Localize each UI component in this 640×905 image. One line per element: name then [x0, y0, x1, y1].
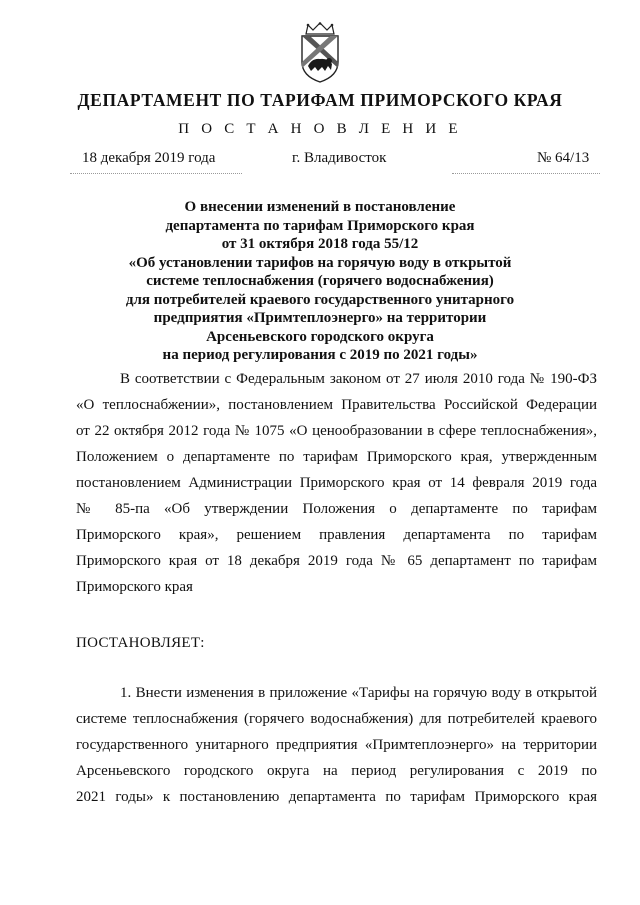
title-line: «Об установлении тарифов на горячую воду в открытой — [128, 254, 512, 271]
document-date: 18 декабря 2019 года — [82, 150, 216, 166]
document-title — [60, 198, 580, 365]
paragraph-line: постановлением Администрации Приморского края от 14 февраля 2019 года — [76, 475, 597, 491]
item-1-paragraph — [76, 680, 597, 810]
title-line: на период регулирования с 2019 по 2021 годы» — [162, 347, 478, 363]
paragraph-line: Приморского края», решением правления департамента по тарифам — [76, 527, 597, 543]
document-city: г. Владивосток — [292, 150, 387, 166]
title-line: системе теплоснабжения (горячего водоснабжения) — [146, 273, 494, 289]
paragraph-line: № 85-па «Об утверждении Положения о департаменте по тарифам — [76, 501, 597, 517]
department-name: ДЕПАРТАМЕНТ ПО ТАРИФАМ ПРИМОРСКОГО КРАЯ — [77, 90, 563, 110]
number-underline — [452, 173, 600, 174]
paragraph-line: Арсеньевского городского округа на период регулирования с 2019 по — [76, 763, 597, 779]
title-line: от 31 октября 2018 года 55/12 — [221, 236, 419, 252]
title-line: для потребителей краевого государственного унитарного — [125, 291, 515, 308]
paragraph-line: Приморского края — [76, 579, 193, 595]
paragraph-line: «О теплоснабжении», постановлением Правительства Российской Федерации — [76, 397, 597, 413]
title-line: О внесении изменений в постановление — [184, 199, 456, 215]
title-line: департамента по тарифам Приморского края — [165, 217, 475, 234]
paragraph-line: от 22 октября 2012 года № 1075 «О ценообразовании в сфере теплоснабжения», — [76, 423, 597, 439]
paragraph-line: В соответствии с Федеральным законом от 27 июля 2010 года № 190-ФЗ — [120, 371, 597, 387]
date-underline — [70, 173, 242, 174]
document-number: № 64/13 — [537, 150, 590, 166]
paragraph-line: государственного унитарного предприятия «Примтеплоэнерго» на территории — [76, 737, 597, 753]
paragraph-line: Положением о департаменте по тарифам Приморского края, утвержденным — [76, 449, 597, 465]
paragraph-line: 1. Внести изменения в приложение «Тарифы на горячую воду в открытой — [120, 685, 597, 701]
primorsky-krai-coat-of-arms-icon — [298, 22, 342, 84]
document-type: П О С Т А Н О В Л Е Н И Е — [178, 121, 462, 137]
preamble-paragraph — [76, 366, 597, 600]
title-line: Арсеньевского городского округа — [206, 328, 434, 345]
title-line: предприятия «Примтеплоэнерго» на территории — [153, 310, 487, 326]
paragraph-line: системе теплоснабжения (горячего водоснабжения) для потребителей краевого — [76, 711, 597, 727]
resolve-heading: ПОСТАНОВЛЯЕТ: — [76, 635, 205, 651]
paragraph-line: 2021 годы» к постановлению департамента по тарифам Приморского края — [76, 789, 597, 805]
paragraph-line: Приморского края от 18 декабря 2019 года № 65 департамент по тарифам — [76, 553, 597, 569]
